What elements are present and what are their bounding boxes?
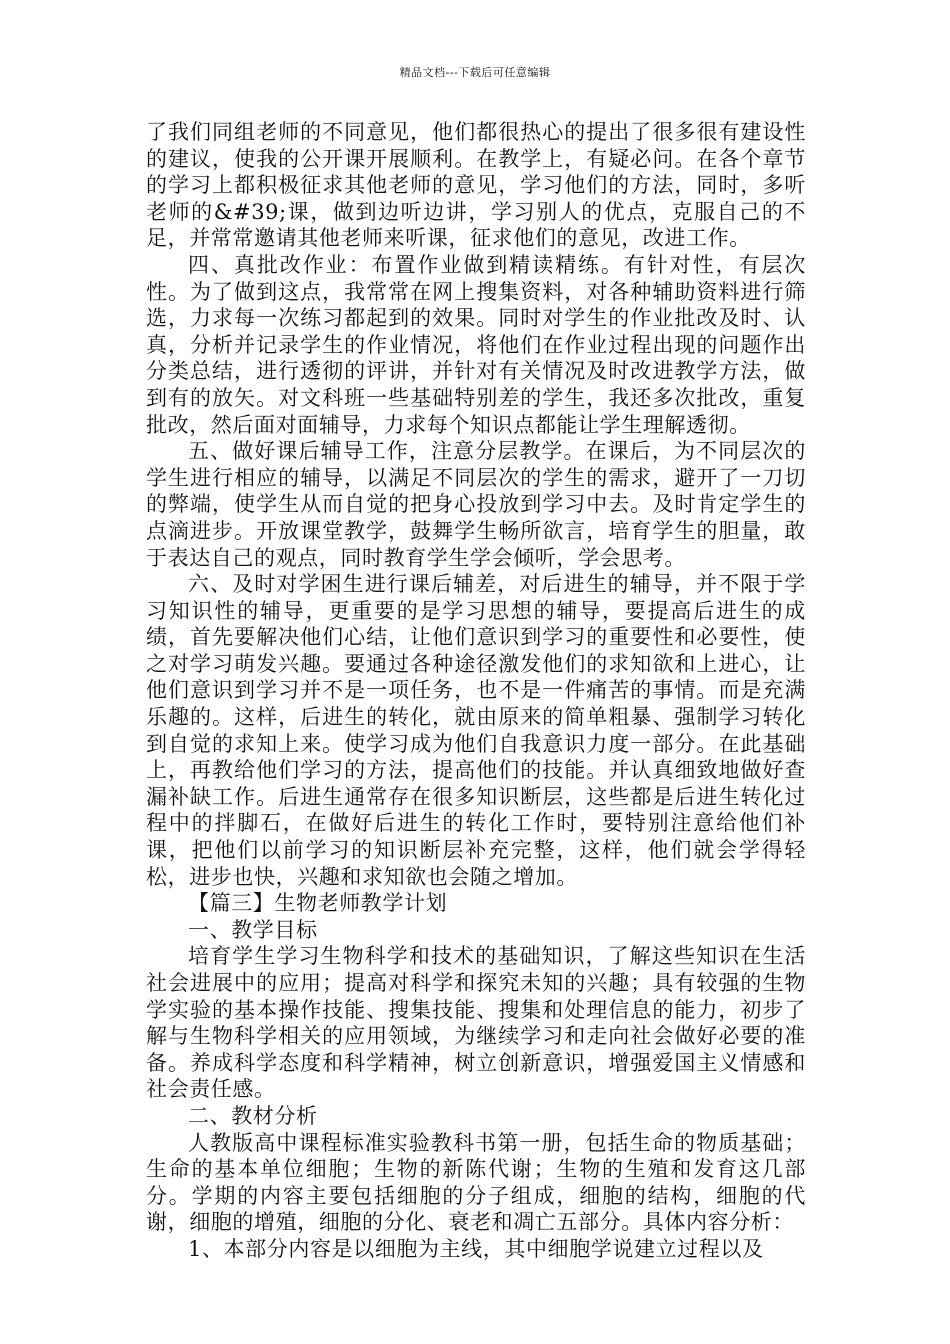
chapter-heading: 【篇三】生物老师教学计划 <box>188 891 448 916</box>
page-header: 精品文档---下载后可任意编辑 <box>399 66 551 79</box>
subheading-textbook-analysis: 二、教材分析 <box>188 1103 318 1128</box>
document-body <box>146 119 806 1263</box>
subheading-teaching-goals: 一、教学目标 <box>188 917 318 942</box>
paragraph-content-item-one: 1、本部分内容是以细胞为主线，其中细胞学说建立过程以及 <box>188 1236 764 1261</box>
paragraph-continued-intro: 了我们同组老师的不同意见，他们都很热心的提出了很多很有建设性的建议，使我的公开课开展顺利。在教学上，有疑必问。在各个章节的学习上都积极征求其他老师的意见，学习他们的方法，同时，多听老师的&#39;课，做到边听边讲，学习别人的优点，克服自己的不足，并常常邀请其他老师来听课，征求他们的意见，改进工作。 <box>146 120 806 251</box>
paragraph-textbook-analysis: 人教版高中课程标准实验教科书第一册，包括生命的物质基础；生命的基本单位细胞；生物的新陈代谢；生物的生殖和发育这几部分。学期的内容主要包括细胞的分子组成，细胞的结构，细胞的代谢，细胞的增殖，细胞的分化、衰老和凋亡五部分。具体内容分析： <box>146 1130 806 1235</box>
paragraph-section-five: 五、做好课后辅导工作，注意分层教学。在课后，为不同层次的学生进行相应的辅导，以满足不同层次的学生的需求，避开了一刀切的弊端，使学生从而自觉的把身心投放到学习中去。及时肯定学生的点滴进步。开放课堂教学，鼓舞学生畅所欲言，培育学生的胆量，敢于表达自己的观点，同时教育学生学会倾听，学会思考。 <box>146 439 806 570</box>
paragraph-section-six: 六、及时对学困生进行课后辅差，对后进生的辅导，并不限于学习知识性的辅导，更重要的是学习思想的辅导，要提高后进生的成绩，首先要解决他们心结，让他们意识到学习的重要性和必要性，使之对学习萌发兴趣。要通过各种途径激发他们的求知欲和上进心，让他们意识到学习并不是一项任务，也不是一件痛苦的事情。而是充满乐趣的。这样，后进生的转化，就由原来的简单粗暴、强制学习转化到自觉的求知上来。使学习成为他们自我意识力度一部分。在此基础上，再教给他们学习的方法，提高他们的技能。并认真细致地做好查漏补缺工作。后进生通常存在很多知识断层，这些都是后进生转化过程中的拌脚石，在做好后进生的转化工作时，要特别注意给他们补课，把他们以前学习的知识断层补充完整，这样，他们就会学得轻松，进步也快，兴趣和求知欲也会随之增加。 <box>146 572 806 889</box>
paragraph-teaching-goals: 培育学生学习生物科学和技术的基础知识，了解这些知识在生活社会进展中的应用；提高对科学和探究未知的兴趣；具有较强的生物学实验的基本操作技能、搜集技能、搜集和处理信息的能力，初步了解与生物科学相关的应用领域，为继续学习和走向社会做好必要的准备。养成科学态度和科学精神，树立创新意识，增强爱国主义情感和社会责任感。 <box>146 944 806 1102</box>
paragraph-section-four: 四、真批改作业：布置作业做到精读精练。有针对性，有层次性。为了做到这点，我常常在网上搜集资料，对各种辅助资料进行筛选，力求每一次练习都起到的效果。同时对学生的作业批改及时、认真，分析并记录学生的作业情况，将他们在作业过程出现的问题作出分类总结，进行透彻的评讲，并针对有关情况及时改进教学方法，做到有的放矢。对文科班一些基础特别差的学生，我还多次批改，重复批改，然后面对面辅导，力求每个知识点都能让学生理解透彻。 <box>146 252 806 437</box>
